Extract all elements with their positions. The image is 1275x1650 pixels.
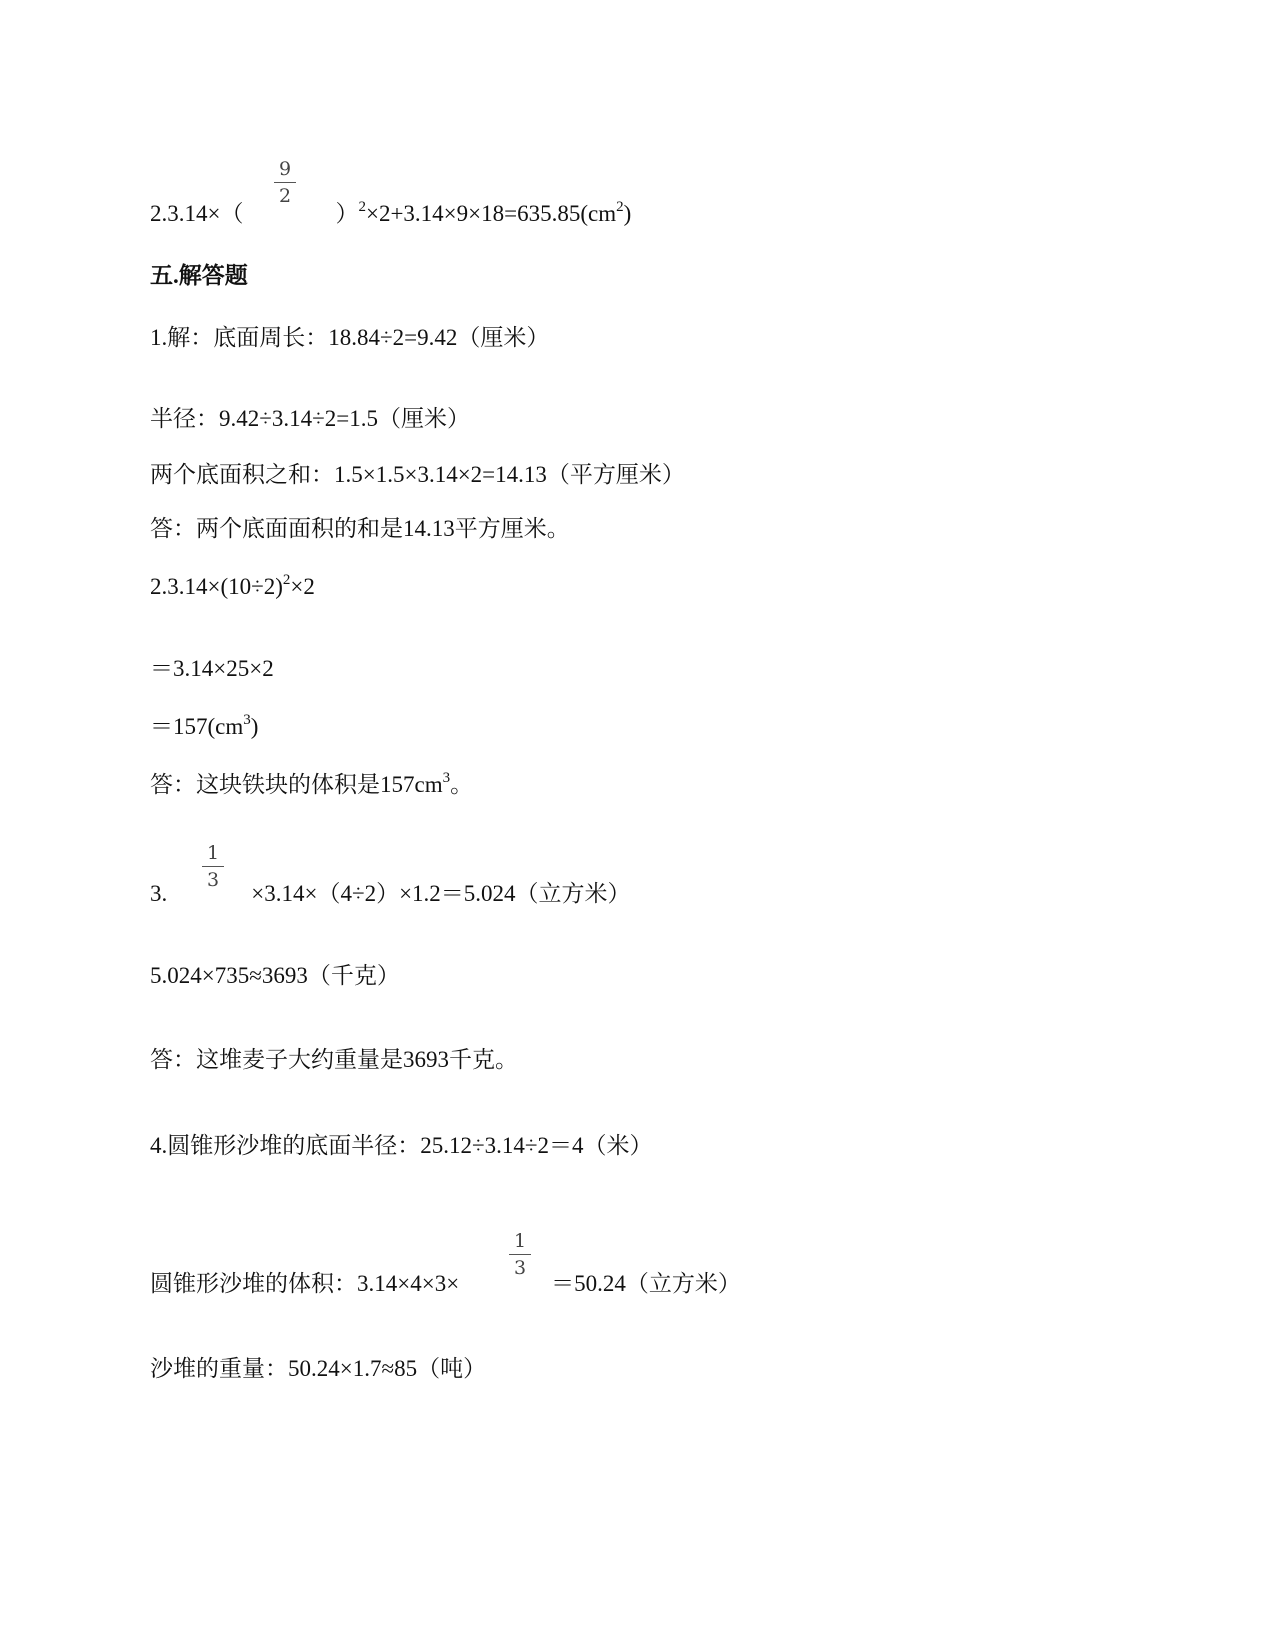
answer4-line2-lead: 圆锥形沙堆的体积：3.14×4×3× bbox=[150, 1271, 460, 1296]
answer4-line2-rest: ＝50.24（立方米） bbox=[551, 1271, 741, 1296]
answer3-line1-lead: 3. bbox=[150, 881, 168, 906]
q2-formula-end: ) bbox=[623, 201, 632, 226]
q2-formula-line bbox=[150, 200, 631, 228]
answer2-line2: ＝3.14×25×2 bbox=[150, 656, 274, 681]
answer1-line4: 答：两个底面面积的和是14.13平方厘米。 bbox=[150, 516, 570, 541]
answer2-line1-exponent: 2 bbox=[282, 572, 291, 588]
fraction-numerator: 1 bbox=[206, 842, 220, 864]
fraction-numerator: 9 bbox=[278, 158, 292, 180]
answer2-line3 bbox=[150, 713, 258, 741]
answer2-line1-text: 2.3.14×(10÷2) bbox=[150, 574, 283, 599]
fraction-denominator: 3 bbox=[206, 869, 220, 891]
answer1-line2: 半径：9.42÷3.14÷2=1.5（厘米） bbox=[150, 406, 470, 431]
q2-formula-rest: ×2+3.14×9×18=635.85(cm bbox=[365, 201, 617, 226]
answer1-line3: 两个底面积之和：1.5×1.5×3.14×2=14.13（平方厘米） bbox=[150, 462, 685, 487]
answer3-line2: 5.024×735≈3693（千克） bbox=[150, 963, 400, 988]
q2-formula-close: ） bbox=[335, 201, 359, 226]
q2-formula-lead: 2.3.14×（ bbox=[150, 201, 244, 226]
answer2-line4-text: 答：这块铁块的体积是157cm bbox=[150, 772, 443, 797]
answer2-line3-end: ) bbox=[250, 714, 259, 739]
answer4-line2 bbox=[150, 1270, 741, 1298]
fraction-bar bbox=[202, 866, 224, 867]
answer2-line3-exponent: 3 bbox=[243, 712, 251, 728]
answer2-line1-end: ×2 bbox=[290, 574, 315, 599]
section-title: 五.解答题 bbox=[150, 263, 248, 288]
answer2-line4 bbox=[150, 771, 473, 799]
answer1-line1: 1.解：底面周长：18.84÷2=9.42（厘米） bbox=[150, 325, 550, 350]
answer2-line3-text: ＝157(cm bbox=[150, 714, 244, 739]
q2-formula-exponent: 2 bbox=[358, 199, 366, 215]
fraction-bar bbox=[274, 182, 296, 183]
answer3-line1 bbox=[150, 880, 631, 908]
fraction-denominator: 3 bbox=[513, 1257, 527, 1279]
answer3-line3: 答：这堆麦子大约重量是3693千克。 bbox=[150, 1047, 518, 1072]
answer2-line4-exponent: 3 bbox=[442, 770, 451, 786]
fraction-bar bbox=[509, 1254, 531, 1255]
fraction-denominator: 2 bbox=[278, 185, 292, 207]
answer2-line4-end: 。 bbox=[450, 772, 474, 797]
fraction-numerator: 1 bbox=[513, 1230, 527, 1252]
answer2-line1 bbox=[150, 573, 315, 601]
answer4-line3: 沙堆的重量：50.24×1.7≈85（吨） bbox=[150, 1356, 487, 1381]
answer4-line1: 4.圆锥形沙堆的底面半径：25.12÷3.14÷2＝4（米） bbox=[150, 1133, 653, 1158]
q2-formula-unit-exponent: 2 bbox=[616, 199, 624, 215]
answer3-line1-rest: ×3.14×（4÷2）×1.2＝5.024（立方米） bbox=[251, 881, 631, 906]
